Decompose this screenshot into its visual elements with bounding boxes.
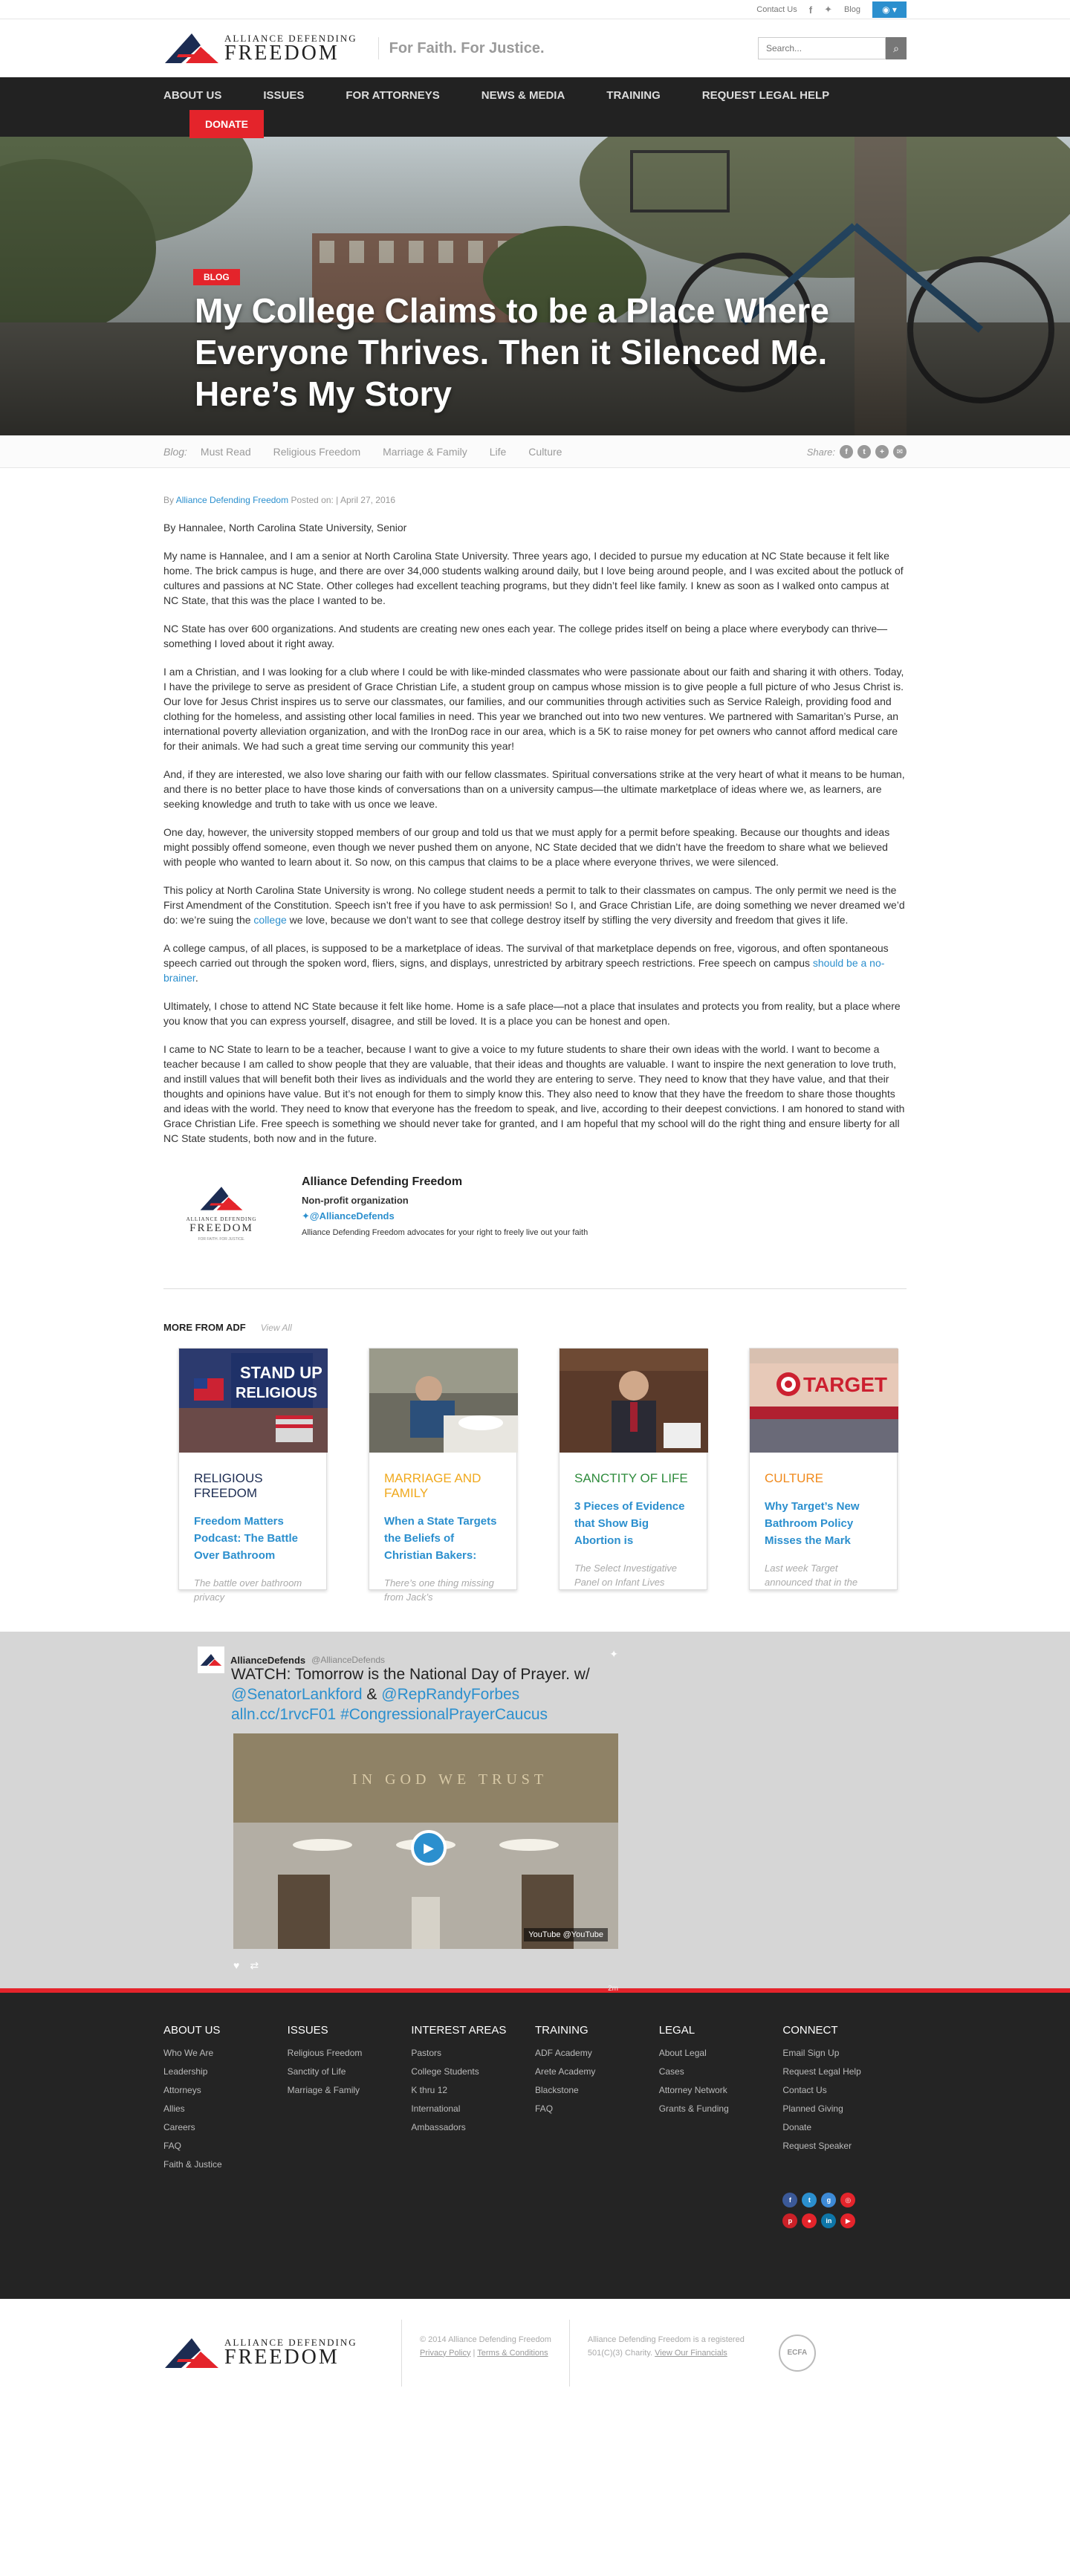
tweet-author-handle[interactable]: @AllianceDefends	[311, 1655, 386, 1665]
footer-logo-top: ALLIANCE DEFENDING	[224, 2337, 357, 2348]
page-title: My College Claims to be a Place Where Everyone Thrives. Then it Silenced Me. Here’s My Story	[195, 291, 829, 413]
footer-logo-bottom: FREEDOM	[224, 2346, 340, 2369]
card-excerpt: Last week Target announced that in the	[765, 1563, 858, 1588]
footer-link[interactable]: K thru 12	[411, 2085, 448, 2095]
tweet-mention-forbes[interactable]: @RepRandyForbes	[381, 1686, 520, 1703]
main-nav	[0, 77, 1070, 137]
charity-text: Alliance Defending Freedom is a registered	[587, 2335, 745, 2344]
article-paragraph: I am a Christian, and I was looking for a club where I could be with like-minded classmates who were passionate about our faith and sharing it with others. Today, I have the privilege to serve as president of Grace Christian Life, a student group on campus whose mission is to give people a full picture of who Jesus Christ is. Our love for Jesus Christ inspires us to serve our classmates, our families, and our communities through activities such as Service Raleigh, providing food and clothing for the homeless, and assisting other local families in need. This year we branched out into two new ventures. We partnered with Samaritan’s Purse, an international poverty alleviation organization, and with the IronDog race in our area, which is a 5K to raise money for pet owners who cannot afford medical care for their animals. We had such a great time serving our community this year!	[163, 666, 904, 752]
card-category: MARRIAGE AND FAMILY	[384, 1471, 482, 1500]
globe-icon[interactable]: ◉ ▾	[872, 1, 907, 18]
tweet	[198, 1647, 618, 1993]
retweet-icon[interactable]: ⇄	[250, 1959, 259, 1971]
card-image-target	[750, 1349, 898, 1453]
youtube-label: YouTube	[528, 1930, 561, 1939]
bottom-bar	[0, 2299, 1070, 2407]
card-title[interactable]: Why Target’s New Bathroom Policy Misses the Mark	[765, 1500, 860, 1547]
utility-bar	[0, 0, 1070, 19]
article-author-line: By Hannalee, North Carolina State University, Senior	[163, 522, 407, 533]
footer-link[interactable]: Pastors	[411, 2048, 442, 2058]
copyright-text: © 2014 Alliance Defending Freedom	[420, 2335, 551, 2344]
view-all-link[interactable]: View All	[260, 1323, 292, 1333]
byline-by: By	[163, 495, 175, 505]
article-paragraph	[163, 883, 907, 927]
logo-mark-icon	[163, 32, 220, 65]
hero-category-tag[interactable]: BLOG	[193, 269, 240, 285]
author-logo[interactable]	[175, 1171, 268, 1254]
author-type: Non-profit organization	[302, 1195, 409, 1206]
category-culture[interactable]: Culture	[528, 446, 562, 458]
article-text: we love, because we don’t want to see that college destroy itself by stifling the very diversity and freedom that gives it life.	[286, 914, 849, 926]
tweet-text-part: WATCH: Tomorrow is the National Day of Prayer. w/	[231, 1666, 590, 1683]
footer-link[interactable]: Grants & Funding	[658, 2103, 729, 2114]
separator: |	[470, 2348, 478, 2358]
search-input[interactable]	[758, 37, 886, 59]
linkedin-icon[interactable]: in	[821, 2213, 836, 2228]
author-logo-tag: FOR FAITH. FOR JUSTICE.	[198, 1237, 245, 1242]
footer-link[interactable]: Email Sign Up	[782, 2048, 840, 2058]
more-title: MORE FROM ADF	[163, 1322, 246, 1333]
footer-link[interactable]: Religious Freedom	[287, 2048, 363, 2058]
card-image-baker	[369, 1349, 518, 1453]
masthead	[0, 19, 1070, 77]
card-category: SANCTITY OF LIFE	[574, 1471, 688, 1485]
card-excerpt: The battle over bathroom privacy	[194, 1577, 302, 1603]
nav-item-about-us[interactable]: ABOUT US	[163, 89, 222, 102]
ecfa-seal[interactable]: ECFA	[779, 2335, 816, 2372]
footer-link[interactable]: Leadership	[163, 2066, 208, 2077]
card-category: CULTURE	[765, 1471, 824, 1485]
category-marriage-family[interactable]: Marriage & Family	[383, 446, 467, 458]
footer-link[interactable]: Donate	[782, 2122, 812, 2132]
tweet-link[interactable]: alln.cc/1rvcF01	[231, 1706, 337, 1723]
footer-link[interactable]: About Legal	[658, 2048, 707, 2058]
tweet-text-part: &	[362, 1686, 382, 1703]
author-logo-top: ALLIANCE DEFENDING	[186, 1216, 257, 1222]
tweet-timestamp[interactable]: 2m	[608, 1985, 618, 1993]
nav-item-news-media[interactable]: NEWS & MEDIA	[481, 89, 565, 102]
footer-heading: ABOUT US	[163, 2024, 221, 2037]
category-bar	[0, 435, 1070, 468]
twitter-bird-icon[interactable]: ✦	[609, 1648, 618, 1660]
footer-link[interactable]: Ambassadors	[411, 2122, 466, 2132]
author-twitter-link[interactable]	[302, 1210, 588, 1222]
no-brainer-link[interactable]: should be a no-brainer	[163, 957, 885, 984]
search	[758, 37, 907, 59]
author-twitter-handle: @AllianceDefends	[309, 1210, 395, 1222]
category-label: Blog:	[163, 446, 187, 458]
donate-button[interactable]: DONATE	[189, 110, 264, 138]
footer-link[interactable]: Allies	[163, 2103, 185, 2114]
share-label: Share:	[806, 446, 835, 458]
footer-col-about	[163, 2024, 288, 2228]
footer-link[interactable]: Attorney Network	[658, 2085, 727, 2095]
card-category: RELIGIOUS FREEDOM	[194, 1471, 263, 1500]
terms-link[interactable]: Terms & Conditions	[477, 2348, 548, 2358]
facebook-icon[interactable]: f	[808, 4, 813, 16]
footer-link[interactable]: Marriage & Family	[287, 2085, 360, 2095]
card-excerpt: There’s one thing missing from Jack’s	[384, 1577, 494, 1603]
footer-link[interactable]: International	[411, 2103, 461, 2114]
author-logo-bottom: FREEDOM	[189, 1222, 253, 1234]
footer-col-legal	[659, 2024, 783, 2228]
tagline: For Faith. For Justice.	[378, 37, 545, 59]
footer-link[interactable]: Request Legal Help	[782, 2066, 861, 2077]
article-paragraph: I came to NC State to learn to be a teacher, because I want to give a voice to my future students to share their own ideas with the world. I want to become a teacher because I am called to show people that they are valuable, that their ideas and thoughts are valuable. I want to inspire the next generation to love truth, and instill values that will benefit both their lives as individuals and the world they are entering to serve. They need to know that they have value, and that their thoughts and opinions have value. But it’s not enough for them to simply know this. They also need to know that they have the freedom to share those thoughts and ideas with the world. They need to know that everyone has the freedom to speak, and live, according to their deepest convictions. I am honored to stand with Grace Christian Life. Free speech is something we should never take for granted, and I am hopeful that my school will do the right thing and ensure liberty for all NC State students, both now and in the future.	[163, 1043, 905, 1144]
footer-heading: ISSUES	[287, 2024, 328, 2037]
category-life[interactable]: Life	[489, 446, 507, 458]
author-box	[163, 1171, 907, 1289]
related-card[interactable]	[178, 1348, 327, 1603]
tweet-author-name[interactable]: AllianceDefends	[230, 1654, 306, 1666]
like-heart-icon[interactable]: ♥	[233, 1959, 240, 1971]
author-logo-icon	[199, 1184, 244, 1213]
tweet-mention-lankford[interactable]: @SenatorLankford	[231, 1686, 363, 1703]
footer	[0, 1988, 1070, 2299]
footer-heading: TRAINING	[535, 2024, 588, 2037]
footer-link[interactable]: Arete Academy	[535, 2066, 596, 2077]
search-icon[interactable]: ⌕	[886, 37, 907, 59]
twitter-embed-band	[0, 1632, 1070, 1993]
card-image-rally	[179, 1349, 328, 1453]
byline-author-link[interactable]: Alliance Defending Freedom	[175, 495, 289, 505]
logo[interactable]	[163, 32, 357, 65]
nav-item-issues[interactable]: ISSUES	[263, 89, 305, 102]
privacy-policy-link[interactable]: Privacy Policy	[420, 2348, 471, 2358]
play-icon[interactable]: ▶	[411, 1830, 447, 1866]
avatar[interactable]	[198, 1647, 224, 1673]
article-text: A college campus, of all places, is supposed to be a marketplace of ideas. The survival of that marketplace depends on free, vigorous, and often spontaneous speech carried out through the spoken word, fliers, signs, and displays, unrestricted by arbitrary speech restrictions. Free speech on campus	[163, 942, 889, 969]
card-title[interactable]: Freedom Matters Podcast: The Battle Over Bathroom	[194, 1515, 299, 1562]
footer-link[interactable]: ADF Academy	[535, 2048, 592, 2058]
card-excerpt: The Select Investigative Panel on Infant Lives	[574, 1563, 678, 1588]
footer-link[interactable]: Cases	[658, 2066, 684, 2077]
related-card[interactable]	[749, 1348, 898, 1590]
twitter-icon: ✦	[302, 1210, 310, 1222]
footer-heading: LEGAL	[658, 2024, 696, 2037]
nav-item-for-attorneys[interactable]: FOR ATTORNEYS	[346, 89, 440, 102]
tweet-video[interactable]	[233, 1733, 618, 1949]
logo-top-text: ALLIANCE DEFENDING	[224, 32, 357, 44]
youtube-handle: @YouTube	[562, 1930, 603, 1939]
tweet-hashtag[interactable]: #CongressionalPrayerCaucus	[340, 1706, 548, 1723]
social-icons	[782, 2193, 907, 2228]
card-title[interactable]: 3 Pieces of Evidence that Show Big Abortion is	[574, 1500, 685, 1547]
footer-heading: CONNECT	[782, 2024, 838, 2037]
article-paragraph: One day, however, the university stopped members of our group and told us that we must apply for a permit before speaking. Because our thoughts and ideas might possibly offend someone, even though we never pushed them on anyone, NC State decided that we didn’t have the freedom to share what we believed with people who wanted to learn about it. So now, on this campus that claims to be a place where everyone thrives, we were silenced.	[163, 826, 890, 868]
financials-link[interactable]: View Our Financials	[655, 2348, 727, 2358]
footer-link[interactable]: Careers	[163, 2122, 195, 2132]
email-share-icon[interactable]: ✉	[893, 445, 907, 458]
article-text: This policy at North Carolina State University is wrong. No college student needs a permit to talk to their classmates on campus. The only permit we need is the First Amendment of the Constitution. Speech isn’t free if you have to ask permission! So I, and Grace Christian Life, are doing something we never dreamed we’d do: we’re suing the	[163, 884, 905, 926]
footer-link[interactable]: Planned Giving	[782, 2103, 843, 2114]
footer-link[interactable]: Blackstone	[535, 2085, 579, 2095]
share	[807, 445, 907, 458]
article-paragraph: Ultimately, I chose to attend NC State because it felt like home. Home is a safe place—not a place that insulates and protects you from reality, but a place where you know that you can express yourself, disagree, and still be loved. It is a place you can be honest and open.	[163, 1000, 901, 1027]
byline	[163, 468, 907, 507]
article-text: .	[195, 972, 198, 984]
hero	[0, 137, 1070, 435]
video-inscription: IN GOD WE TRUST	[352, 1771, 548, 1788]
related-card[interactable]	[559, 1348, 707, 1590]
more-from-adf	[163, 1289, 907, 1603]
footer-link[interactable]: FAQ	[163, 2141, 182, 2151]
svg-text:STAND UP: STAND UP	[240, 1363, 322, 1382]
footer-logo[interactable]	[163, 2337, 401, 2369]
article-paragraph	[163, 941, 907, 985]
youtube-badge[interactable]	[524, 1928, 608, 1941]
article	[163, 468, 907, 1289]
card-image-hearing	[560, 1349, 708, 1453]
blog-link[interactable]: Blog	[843, 5, 860, 14]
flickr-icon[interactable]: ●	[802, 2213, 817, 2228]
twitter-icon[interactable]: t	[802, 2193, 817, 2207]
footer-col-issues	[288, 2024, 412, 2228]
nav-item-request-legal-help[interactable]: REQUEST LEGAL HELP	[701, 89, 830, 102]
footer-link[interactable]: Request Speaker	[782, 2141, 852, 2151]
facebook-icon[interactable]: f	[782, 2193, 797, 2207]
category-religious-freedom[interactable]: Religious Freedom	[273, 446, 361, 458]
footer-link[interactable]: Contact Us	[782, 2085, 827, 2095]
svg-text:RELIGIOUS: RELIGIOUS	[236, 1385, 318, 1401]
card-title[interactable]: When a State Targets the Beliefs of Christian Bakers:	[384, 1515, 497, 1562]
instagram-icon[interactable]: ◎	[840, 2193, 855, 2207]
footer-link[interactable]: Attorneys	[163, 2085, 201, 2095]
svg-text:TARGET: TARGET	[803, 1373, 888, 1396]
tweet-text	[231, 1664, 618, 1725]
contact-us-link[interactable]: Contact Us	[756, 5, 797, 14]
footer-link[interactable]: Sanctity of Life	[287, 2066, 346, 2077]
author-name: Alliance Defending Freedom	[302, 1175, 463, 1188]
footer-col-connect	[782, 2024, 907, 2228]
logo-bottom-text: FREEDOM	[224, 41, 340, 65]
footer-link[interactable]: FAQ	[535, 2103, 554, 2114]
article-paragraph: NC State has over 600 organizations. And students are creating new ones each year. The college prides itself on being a place where everybody can thrive—something I loved about it right away.	[163, 623, 888, 649]
article-paragraph: My name is Hannalee, and I am a senior at North Carolina State University. Three years ago, I decided to pursue my education at NC State because it felt like home. The brick campus is huge, and there are over 34,000 students walking around daily, but I love being around people, and I was excited about the potluck of cultures and passions at NC State. Other colleges had excellent teaching programs, but they didn’t feel like family. I knew as soon as I walked onto campus at NC State, that this was the place I wanted to be.	[163, 550, 904, 606]
facebook-share-icon[interactable]: f	[840, 445, 853, 458]
byline-date: Posted on: | April 27, 2016	[291, 495, 396, 505]
charity-block	[569, 2320, 762, 2387]
college-link[interactable]: college	[253, 914, 287, 926]
footer-link[interactable]: Faith & Justice	[163, 2159, 222, 2170]
google-plus-icon[interactable]: g	[821, 2193, 836, 2207]
charity-text-2: 501(C)(3) Charity.	[587, 2348, 655, 2358]
nav-item-training[interactable]: TRAINING	[606, 89, 661, 102]
copyright-block	[401, 2320, 569, 2387]
footer-col-training	[535, 2024, 659, 2228]
footer-link[interactable]: Who We Are	[163, 2048, 214, 2058]
category-must-read[interactable]: Must Read	[200, 446, 251, 458]
share-icon[interactable]: +	[875, 445, 889, 458]
footer-logo-mark-icon	[163, 2337, 220, 2369]
youtube-icon[interactable]: ▶	[840, 2213, 855, 2228]
related-card[interactable]	[369, 1348, 517, 1603]
article-paragraph: And, if they are interested, we also love sharing our faith with our fellow classmates. Spiritual conversations strike at the very heart of what it means to be human, and there is no better place to have those kinds of conversations than on a university campus—the ultimate marketplace of ideas where we, as learners, are seeking knowledge and truth to take with us once we leave.	[163, 768, 905, 810]
footer-link[interactable]: College Students	[411, 2066, 479, 2077]
twitter-share-icon[interactable]: t	[857, 445, 871, 458]
tweet-avatar-logo-icon	[200, 1652, 222, 1667]
pinterest-icon[interactable]: p	[782, 2213, 797, 2228]
footer-col-interest-areas	[411, 2024, 535, 2228]
twitter-icon[interactable]: ✦	[824, 4, 832, 15]
footer-heading: INTEREST AREAS	[411, 2024, 507, 2037]
author-description: Alliance Defending Freedom advocates for your right to freely live out your faith	[302, 1228, 588, 1237]
